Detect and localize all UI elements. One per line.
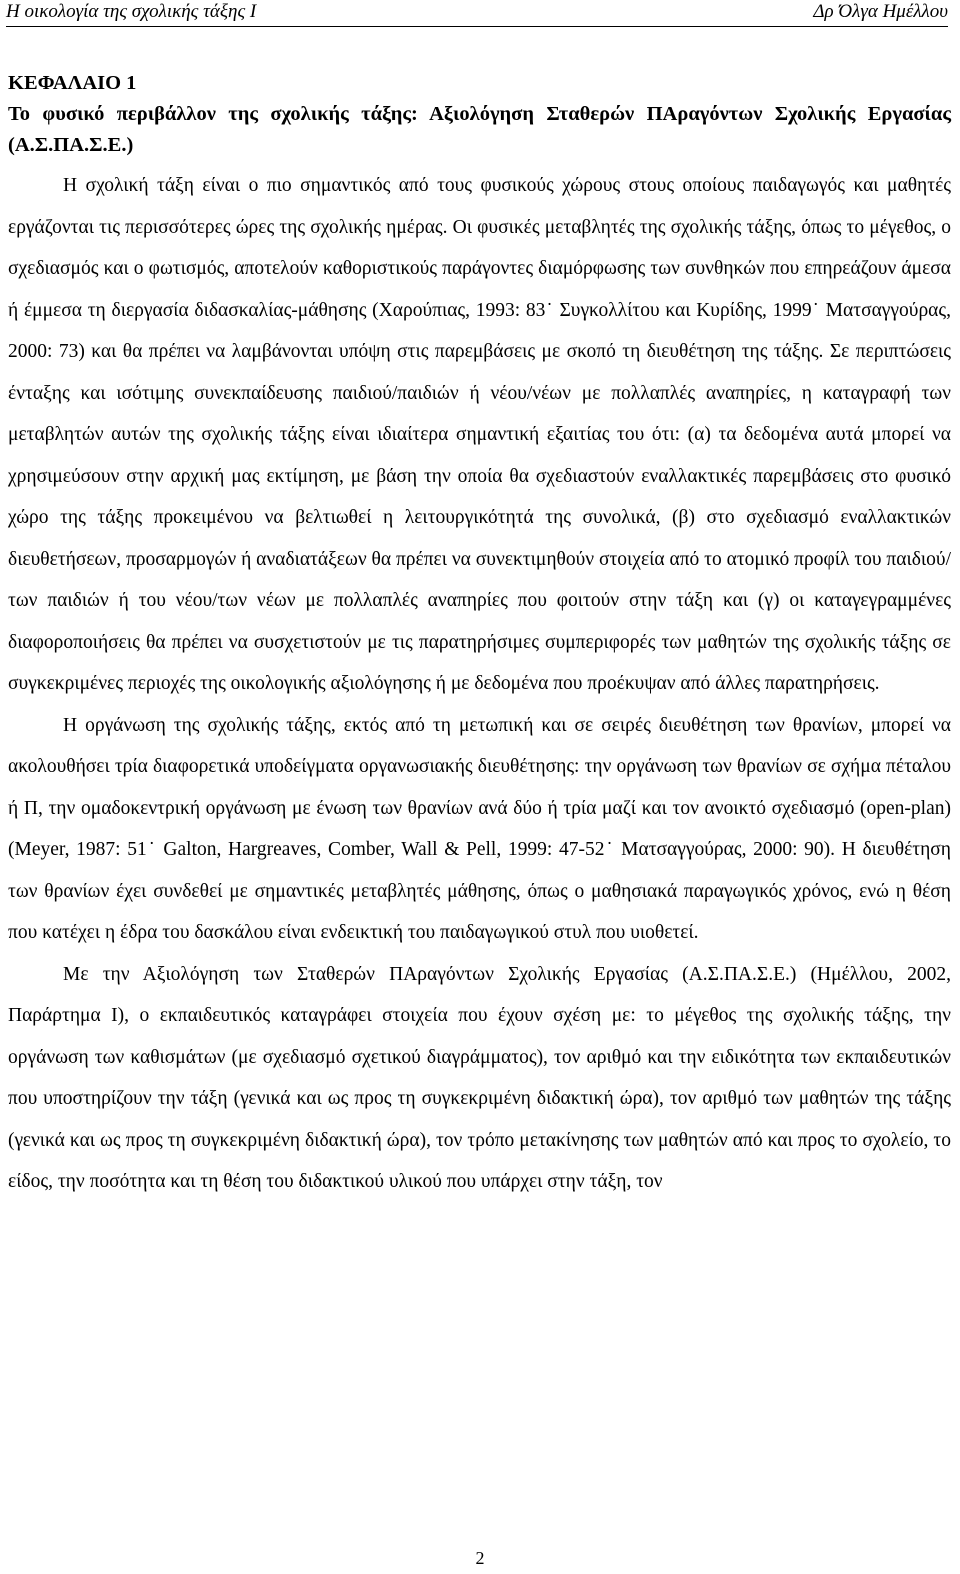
- chapter-label: ΚΕΦΑΛΑΙΟ 1: [8, 72, 137, 94]
- paragraph-3: Με την Αξιολόγηση των Σταθερών ΠΑραγόντων Σχολικής Εργασίας (Α.Σ.ΠΑ.Σ.Ε.) (Ημέλλου, 2002, Παράρτημα Ι), ο εκπαιδευτικός καταγράφει στοιχεία που έχουν σχέση με: το μέγεθος της σχολικής τάξης, την οργάνωση των καθισμάτων (με σχεδιασμό σχετικού διαγράμματος), τον αριθμό και την ειδικότητα των εκπαιδευτικών που υποστηρίζουν την τάξη (γενικά και ως προς τη συγκεκριμένη διδακτική ώρα), τον αριθμό των μαθητών της τάξης (γενικά και ως προς τη συγκεκριμένη διδακτική ώρα), τον τρόπο μετακίνησης των μαθητών από και προς το σχολείο, το είδος, την ποσότητα και τη θέση του διδακτικού υλικού που υπάρχει στην τάξη, τον: [8, 963, 951, 1192]
- running-header: [6, 0, 948, 27]
- header-author: Δρ Όλγα Ημέλλου: [813, 1, 948, 22]
- page-content: [8, 68, 951, 1203]
- page-number: 2: [475, 1548, 485, 1568]
- paragraph-1: Η σχολική τάξη είναι ο πιο σημαντικός από τους φυσικούς χώρους στους οποίους παιδαγωγός και μαθητές εργάζονται τις περισσότερες ώρες της σχολικής ημέρας. Οι φυσικές μεταβλητές της σχολικής τάξης, όπως το μέγεθος, ο σχεδιασμός και ο φωτισμός, αποτελούν καθοριστικούς παράγοντες διαμόρφωσης των συνθηκών που επηρεάζουν άμεσα ή έμμεσα τη διεργασία διδασκαλίας-μάθησης (Χαρούπιας, 1993: 83˙ Συγκολλίτου και Κυρίδης, 1999˙ Ματσαγγούρας, 2000: 73) και θα πρέπει να λαμβάνονται υπόψη στις παρεμβάσεις με σκοπό τη διευθέτηση της τάξης. Σε περιπτώσεις ένταξης και ισότιμης συνεκπαίδευσης παιδιού/παιδιών ή νέου/νέων με πολλαπλές αναπηρίες, η καταγραφή των μεταβλητών αυτών της σχολικής τάξης είναι ιδιαίτερα σημαντική εξαιτίας του ότι: (α) τα δεδομένα αυτά μπορεί να χρησιμεύσουν στην αρχική μας εκτίμηση, με βάση την οποία θα σχεδιαστούν εναλλακτικές παρεμβάσεις στο φυσικό χώρο της τάξης προκειμένου να βελτιωθεί η λειτουργικότητά της συνολικά, (β) στο σχεδιασμό εναλλακτικών διευθετήσεων, προσαρμογών ή αναδιατάξεων θα πρέπει να συνεκτιμηθούν στοιχεία από το ατομικό προφίλ του παιδιού/των παιδιών ή του νέου/των νέων με πολλαπλές αναπηρίες που φοιτούν στην τάξη και (γ) οι καταγεγραμμένες διαφοροποιήσεις θα πρέπει να συσχετιστούν με τις παρατηρήσιμες συμπεριφορές των μαθητών της σχολικής τάξης σε συγκεκριμένες περιοχές της οικολογικής αξιολόγησης ή με δεδομένα που προέκυψαν από άλλες παρατηρήσεις.: [8, 175, 951, 694]
- chapter-title: Το φυσικό περιβάλλον της σχολικής τάξης: Αξιολόγηση Σταθερών ΠΑραγόντων Σχολικής Εργασίας (Α.Σ.ΠΑ.Σ.Ε.): [8, 103, 951, 156]
- paragraph-2: Η οργάνωση της σχολικής τάξης, εκτός από τη μετωπική και σε σειρές διευθέτηση των θρανίων, μπορεί να ακολουθήσει τρία διαφορετικά υποδείγματα οργανωσιακής διευθέτησης: την οργάνωση των θρανίων σε σχήμα πέταλου ή Π, την ομαδοκεντρική οργάνωση με ένωση των θρανίων ανά δύο ή τρία μαζί και τον ανοικτό σχεδιασμό (open-plan) (Meyer, 1987: 51˙ Galton, Hargreaves, Comber, Wall & Pell, 1999: 47-52˙ Ματσαγγούρας, 2000: 90). Η διευθέτηση των θρανίων έχει συνδεθεί με σημαντικές μεταβλητές μάθησης, όπως ο μαθησιακά παραγωγικός χρόνος, ενώ η θέση που κατέχει η έδρα του δασκάλου είναι ενδεικτική του παιδαγωγικού στυλ που υιοθετεί.: [8, 714, 951, 943]
- header-title: Η οικολογία της σχολικής τάξης Ι: [6, 1, 257, 22]
